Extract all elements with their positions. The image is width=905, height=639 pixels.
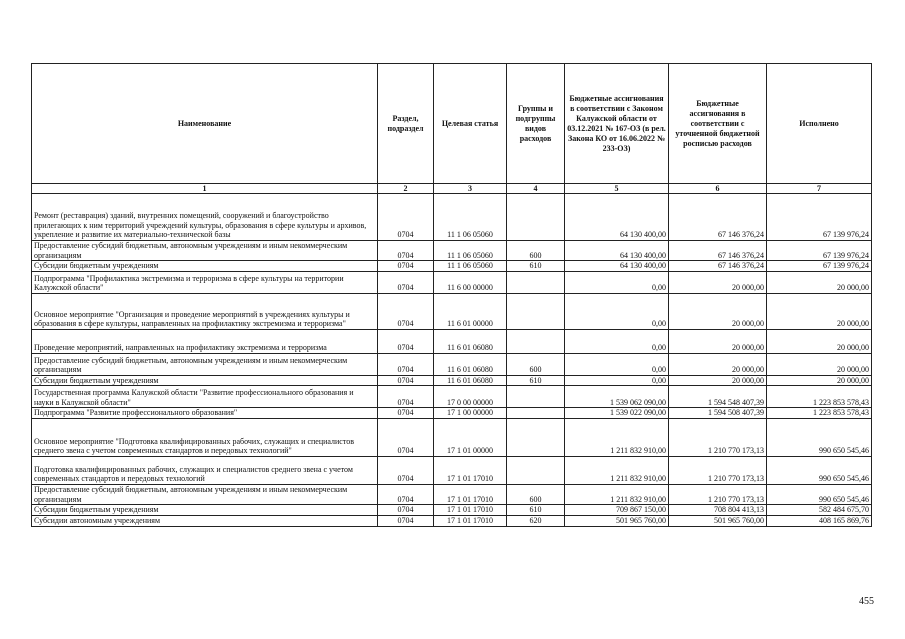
column-number: 5 (565, 184, 669, 194)
column-number: 6 (669, 184, 767, 194)
column-number: 3 (434, 184, 507, 194)
table-row (32, 353, 872, 375)
row-name: Основное мероприятие "Подготовка квалифицированных рабочих, служащих и специалистов среднего звена с учетом современных стандартов и передовых технологий" (32, 418, 378, 456)
row-executed: 67 139 976,24 (767, 194, 872, 241)
row-budget-law: 0,00 (565, 375, 669, 386)
table-row (32, 456, 872, 484)
row-budget-law: 1 539 062 090,00 (565, 386, 669, 408)
row-budget-law: 1 539 022 090,00 (565, 408, 669, 419)
row-budget-law: 0,00 (565, 271, 669, 293)
row-group: 610 (507, 375, 565, 386)
row-target: 17 1 01 17010 (434, 515, 507, 526)
row-group (507, 293, 565, 329)
row-group (507, 194, 565, 241)
row-name: Подготовка квалифицированных рабочих, служащих и специалистов среднего звена с учетом современных стандартов и передовых технологий (32, 456, 378, 484)
row-budget-refined: 1 210 770 173,13 (669, 456, 767, 484)
row-section: 0704 (378, 329, 434, 353)
header-budget-refined: Бюджетные ассигнования в соответствии с уточненной бюджетной росписью расходов (669, 64, 767, 184)
table-row (32, 241, 872, 261)
row-name: Субсидии бюджетным учреждениям (32, 261, 378, 272)
column-number: 7 (767, 184, 872, 194)
row-section: 0704 (378, 456, 434, 484)
row-name: Подпрограмма "Профилактика экстремизма и терроризма в сфере культуры на территории Калужской области" (32, 271, 378, 293)
table-row (32, 375, 872, 386)
table-row (32, 261, 872, 272)
row-budget-law: 1 211 832 910,00 (565, 456, 669, 484)
row-target: 11 6 01 00000 (434, 293, 507, 329)
row-budget-law: 1 211 832 910,00 (565, 484, 669, 504)
row-section: 0704 (378, 386, 434, 408)
row-executed: 408 165 869,76 (767, 515, 872, 526)
row-budget-law: 0,00 (565, 353, 669, 375)
table-row (32, 293, 872, 329)
row-executed: 20 000,00 (767, 375, 872, 386)
row-target: 11 6 01 06080 (434, 329, 507, 353)
column-number: 2 (378, 184, 434, 194)
row-target: 11 1 06 05060 (434, 241, 507, 261)
row-name: Субсидии бюджетным учреждениям (32, 375, 378, 386)
row-group: 600 (507, 353, 565, 375)
header-groups: Группы и подгруппы видов расходов (507, 64, 565, 184)
row-target: 11 1 06 05060 (434, 261, 507, 272)
row-section: 0704 (378, 515, 434, 526)
table-row (32, 194, 872, 241)
row-name: Подпрограмма "Развитие профессионального образования" (32, 408, 378, 419)
row-executed: 990 650 545,46 (767, 418, 872, 456)
row-section: 0704 (378, 505, 434, 516)
row-target: 11 1 06 05060 (434, 194, 507, 241)
header-section: Раздел, подраздел (378, 64, 434, 184)
row-group (507, 271, 565, 293)
row-name: Государственная программа Калужской области "Развитие профессионального образования и науки в Калужской области" (32, 386, 378, 408)
row-executed: 20 000,00 (767, 293, 872, 329)
row-section: 0704 (378, 271, 434, 293)
row-name: Ремонт (реставрация) зданий, внутренних помещений, сооружений и благоустройство прилегающих к ним территорий учреждений культуры, образования в сфере культуры и архивов, укрепление и развитие их материально-технической базы (32, 194, 378, 241)
row-budget-refined: 1 210 770 173,13 (669, 484, 767, 504)
row-executed: 67 139 976,24 (767, 261, 872, 272)
row-budget-refined: 20 000,00 (669, 353, 767, 375)
row-budget-refined: 1 210 770 173,13 (669, 418, 767, 456)
column-number-row (32, 184, 872, 194)
row-group (507, 456, 565, 484)
row-name: Проведение мероприятий, направленных на профилактику экстремизма и терроризма (32, 329, 378, 353)
page-number: 455 (859, 596, 874, 607)
table-row (32, 484, 872, 504)
row-section: 0704 (378, 375, 434, 386)
row-name: Основное мероприятие "Организация и проведение мероприятий в учреждениях культуры и образования в сфере культуры, направленных на профилактику экстремизма и терроризма" (32, 293, 378, 329)
row-budget-refined: 20 000,00 (669, 271, 767, 293)
row-group: 620 (507, 515, 565, 526)
row-budget-refined: 1 594 508 407,39 (669, 408, 767, 419)
row-target: 17 1 00 00000 (434, 408, 507, 419)
row-budget-refined: 1 594 548 407,39 (669, 386, 767, 408)
row-section: 0704 (378, 261, 434, 272)
table-row (32, 515, 872, 526)
table-row (32, 329, 872, 353)
row-target: 17 1 01 17010 (434, 456, 507, 484)
row-budget-law: 0,00 (565, 329, 669, 353)
row-budget-law: 64 130 400,00 (565, 241, 669, 261)
row-group: 600 (507, 484, 565, 504)
row-target: 11 6 01 06080 (434, 375, 507, 386)
row-name: Предоставление субсидий бюджетным, автономным учреждениям и иным некоммерческим организациям (32, 353, 378, 375)
row-section: 0704 (378, 408, 434, 419)
row-name: Предоставление субсидий бюджетным, автономным учреждениям и иным некоммерческим организациям (32, 241, 378, 261)
row-group (507, 418, 565, 456)
row-section: 0704 (378, 194, 434, 241)
row-budget-law: 64 130 400,00 (565, 261, 669, 272)
row-executed: 990 650 545,46 (767, 456, 872, 484)
row-budget-law: 1 211 832 910,00 (565, 418, 669, 456)
row-section: 0704 (378, 293, 434, 329)
row-group (507, 329, 565, 353)
row-executed: 582 484 675,70 (767, 505, 872, 516)
row-executed: 990 650 545,46 (767, 484, 872, 504)
table-row (32, 408, 872, 419)
row-executed: 1 223 853 578,43 (767, 386, 872, 408)
table-row (32, 505, 872, 516)
row-executed: 20 000,00 (767, 271, 872, 293)
row-budget-refined: 67 146 376,24 (669, 261, 767, 272)
row-section: 0704 (378, 353, 434, 375)
header-target: Целевая статья (434, 64, 507, 184)
row-target: 17 1 01 17010 (434, 484, 507, 504)
header-executed: Исполнено (767, 64, 872, 184)
row-budget-law: 0,00 (565, 293, 669, 329)
row-group: 610 (507, 261, 565, 272)
column-number: 4 (507, 184, 565, 194)
row-name: Предоставление субсидий бюджетным, автономным учреждениям и иным некоммерческим организациям (32, 484, 378, 504)
row-budget-law: 501 965 760,00 (565, 515, 669, 526)
row-target: 17 0 00 00000 (434, 386, 507, 408)
row-executed: 67 139 976,24 (767, 241, 872, 261)
row-executed: 20 000,00 (767, 353, 872, 375)
row-budget-law: 709 867 150,00 (565, 505, 669, 516)
row-target: 11 6 01 06080 (434, 353, 507, 375)
table-row (32, 386, 872, 408)
row-group (507, 408, 565, 419)
table-row (32, 271, 872, 293)
table-header-row (32, 64, 872, 184)
row-section: 0704 (378, 418, 434, 456)
row-group (507, 386, 565, 408)
row-group: 610 (507, 505, 565, 516)
row-budget-refined: 501 965 760,00 (669, 515, 767, 526)
row-budget-refined: 67 146 376,24 (669, 241, 767, 261)
row-budget-refined: 20 000,00 (669, 375, 767, 386)
row-budget-refined: 20 000,00 (669, 293, 767, 329)
row-budget-refined: 20 000,00 (669, 329, 767, 353)
row-target: 17 1 01 00000 (434, 418, 507, 456)
row-target: 17 1 01 17010 (434, 505, 507, 516)
row-target: 11 6 00 00000 (434, 271, 507, 293)
header-name: Наименование (32, 64, 378, 184)
row-name: Субсидии автономным учреждениям (32, 515, 378, 526)
row-budget-refined: 67 146 376,24 (669, 194, 767, 241)
column-number: 1 (32, 184, 378, 194)
row-executed: 20 000,00 (767, 329, 872, 353)
row-section: 0704 (378, 484, 434, 504)
table-row (32, 418, 872, 456)
budget-table (31, 63, 872, 527)
row-name: Субсидии бюджетным учреждениям (32, 505, 378, 516)
row-budget-refined: 708 804 413,13 (669, 505, 767, 516)
row-group: 600 (507, 241, 565, 261)
header-budget-law: Бюджетные ассигнования в соответствии с Законом Калужской области от 03.12.2021 № 167-ОЗ (в рел. Закона КО от 16.06.2022 № 233-ОЗ) (565, 64, 669, 184)
row-executed: 1 223 853 578,43 (767, 408, 872, 419)
row-section: 0704 (378, 241, 434, 261)
row-budget-law: 64 130 400,00 (565, 194, 669, 241)
